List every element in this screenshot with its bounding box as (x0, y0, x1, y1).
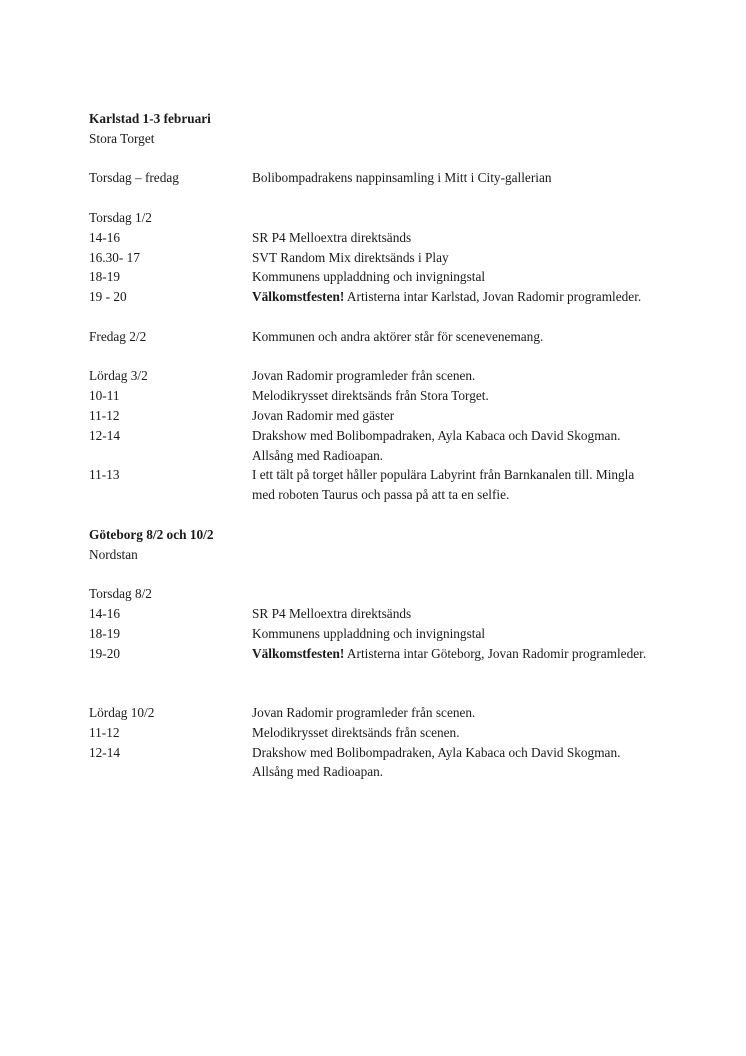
schedule-time: 14-16 (89, 605, 121, 621)
schedule-time: 10-11 (89, 388, 120, 404)
schedule-event: Jovan Radomir programleder från scenen. (252, 704, 476, 720)
event-text: Artisterna intar Göteborg, Jovan Radomir programleder. (344, 645, 647, 661)
schedule-event: Melodikrysset direktsänds från scenen. (252, 724, 460, 740)
schedule-time: 12-14 (89, 427, 121, 443)
schedule-time: 11-12 (89, 407, 120, 423)
schedule-row (89, 703, 659, 723)
event-highlight: Välkomstfesten! (252, 289, 345, 305)
schedule-row (89, 386, 659, 406)
section-goteborg (89, 525, 659, 782)
schedule-event: Drakshow med Bolibompadraken, Ayla Kabaca och David Skogman. Allsång med Radioapan. (252, 427, 621, 463)
schedule-row (89, 228, 659, 248)
schedule-event: Drakshow med Bolibompadraken, Ayla Kabaca och David Skogman. Allsång med Radioapan. (252, 744, 621, 780)
schedule-time: 14-16 (89, 229, 121, 245)
schedule-day: Torsdag 8/2 (89, 586, 152, 602)
schedule-row (89, 168, 659, 188)
section-place: Nordstan (89, 546, 138, 562)
schedule-time: 12-14 (89, 744, 121, 760)
schedule-row (89, 604, 659, 624)
schedule-event: I ett tält på torget håller populära Labyrint från Barnkanalen till. Mingla med roboten Taurus och passa på att ta en selfie. (252, 467, 635, 503)
schedule-row (89, 743, 659, 783)
schedule-time: 18-19 (89, 269, 121, 285)
event-text: Artisterna intar Karlstad, Jovan Radomir programleder. (344, 289, 642, 305)
schedule-row (89, 426, 659, 466)
section-title: Göteborg 8/2 och 10/2 (89, 526, 214, 542)
schedule-row (89, 624, 659, 644)
event-highlight: Välkomstfesten! (252, 645, 345, 661)
schedule-row (89, 267, 659, 287)
schedule-event: Melodikrysset direktsänds från Stora Torget. (252, 388, 489, 404)
schedule-event: SR P4 Melloextra direktsänds (252, 605, 412, 621)
schedule-row (89, 327, 659, 347)
schedule-row (89, 644, 659, 664)
schedule-time: 11-13 (89, 467, 120, 483)
schedule-time: 19 - 20 (89, 289, 127, 305)
schedule-time: 11-12 (89, 724, 120, 740)
schedule-time: 18-19 (89, 625, 121, 641)
schedule-row (89, 366, 659, 386)
schedule-event: SVT Random Mix direktsänds i Play (252, 249, 449, 265)
schedule-event (252, 644, 659, 664)
schedule-day: Torsdag 1/2 (89, 209, 152, 225)
schedule-row (89, 287, 659, 307)
schedule-event: Bolibompadrakens nappinsamling i Mitt i City-gallerian (252, 170, 552, 186)
schedule-day: Lördag 10/2 (89, 704, 155, 720)
schedule-event: SR P4 Melloextra direktsänds (252, 229, 412, 245)
schedule-row (89, 248, 659, 268)
schedule-row (89, 406, 659, 426)
section-place: Stora Torget (89, 130, 155, 146)
schedule-day: Fredag 2/2 (89, 328, 147, 344)
schedule-row (89, 465, 659, 505)
schedule-row (89, 723, 659, 743)
schedule-event: Kommunens uppladdning och invigningstal (252, 269, 486, 285)
schedule-event: Jovan Radomir programleder från scenen. (252, 368, 476, 384)
schedule-event (252, 287, 659, 307)
schedule-time: 19-20 (89, 645, 121, 661)
schedule-time: 16.30- 17 (89, 249, 140, 265)
schedule-event: Jovan Radomir med gäster (252, 407, 395, 423)
schedule-day: Lördag 3/2 (89, 368, 148, 384)
schedule-day-row (89, 208, 659, 228)
schedule-day-row (89, 584, 659, 604)
schedule-event: Kommunens uppladdning och invigningstal (252, 625, 486, 641)
section-karlstad (89, 109, 659, 505)
schedule-event: Kommunen och andra aktörer står för scenevenemang. (252, 328, 544, 344)
schedule-time: Torsdag – fredag (89, 170, 179, 186)
document-page (89, 109, 659, 782)
section-title: Karlstad 1-3 februari (89, 111, 211, 126)
